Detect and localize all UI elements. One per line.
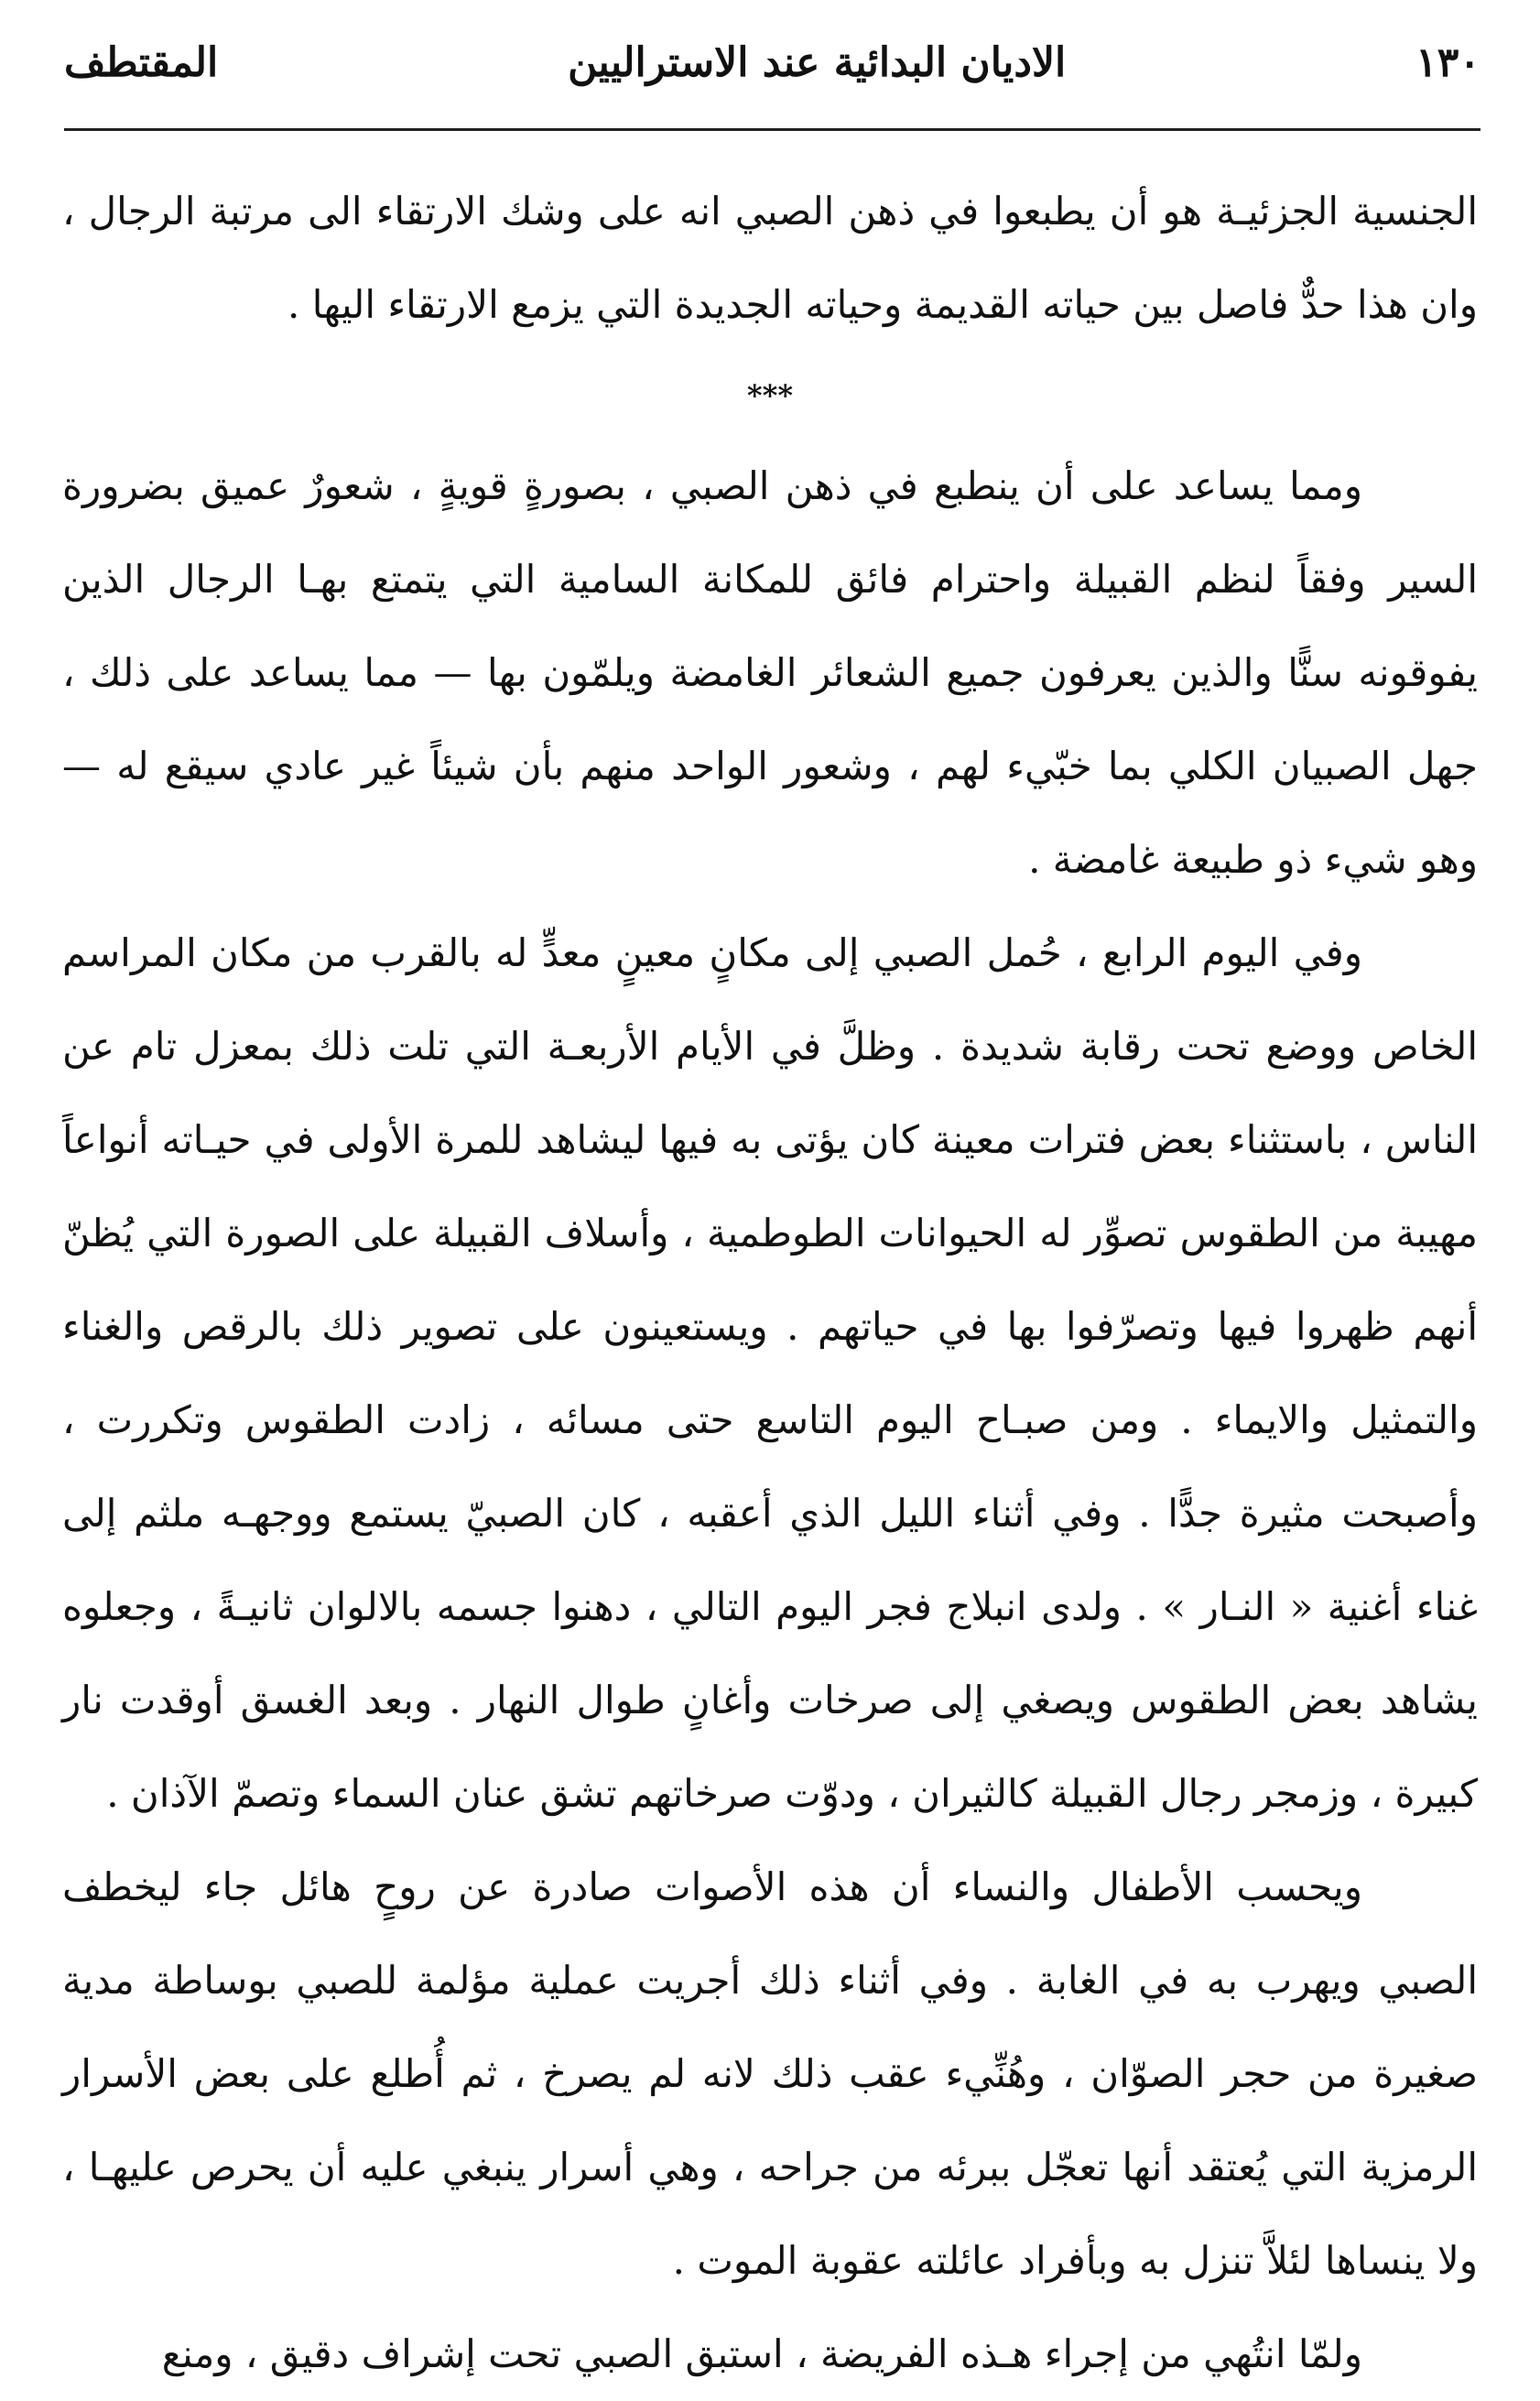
paragraph-continuation: الجنسية الجزئيـة هو أن يطبعوا في ذهن الصبي انه على وشك الارتقاء الى مرتبة الرجال ، وان هذا حدٌّ فاصل بين حياته القديمة وحياته الجديدة التي يزمع الارتقاء اليها . [62, 189, 1478, 327]
section-separator: *** [746, 378, 794, 413]
article-body [62, 165, 1478, 2401]
paragraph-spirit-and-rites: ويحسب الأطفال والنساء أن هذه الأصوات صادرة عن روحٍ هائل جاء ليخطف الصبي ويهرب به في الغابة . وفي أثناء ذلك أجريت عملية مؤلمة للصبي بوساطة مدية صغيرة من حجر الصوّان ، وهُنِّيء عقب ذلك لانه لم يصرخ ، ثم أُطلع على بعض الأسرار الرمزية التي يُعتقد أنها تعجّل ببرئه من جراحه ، وهي أسرار ينبغي عليه أن يحرص عليهـا ، ولا ينساها لئلاَّ تنزل به وبأفراد عائلته عقوبة الموت . [62, 1864, 1478, 2283]
page-number: ١٣٠ [1415, 38, 1480, 86]
paragraph-social-order: ومما يساعد على أن ينطبع في ذهن الصبي ، بصورةٍ قويةٍ ، شعورٌ عميق بضرورة السير وفقاً لنظم القبيلة واحترام فائق للمكانة السامية التي يتمتع بهـا الرجال الذين يفوقونه سنًّا والذين يعرفون جميع الشعائر الغامضة ويلمّون بها — مما يساعد على ذلك ، جهل الصبيان الكلي بما خبّيء لهم ، وشعور الواحد منهم بأن شيئاً غير عادي سيقع له — وهو شيء ذو طبيعة غامضة . [62, 463, 1478, 882]
journal-name: المقتطف [64, 38, 219, 86]
running-header [64, 29, 1480, 95]
paragraph-final-line: ولمّا انتُهي من إجراء هـذه الفريضة ، استبق الصبي تحت إشراف دقيق ، ومنع [161, 2331, 1362, 2376]
paragraph-fourth-day: وفي اليوم الرابع ، حُمل الصبي إلى مكانٍ معينٍ معدٍّ له بالقرب من مكان المراسم الخاص ووضع تحت رقابة شديدة . وظلَّ في الأيام الأربعـة التي تلت ذلك بمعزل تام عن الناس ، باستثناء بعض فترات معينة كان يؤتى به فيها ليشاهد للمرة الأولى في حيـاته أنواعاً مهيبة من الطقوس تصوِّر له الحيوانات الطوطمية ، وأسلاف القبيلة على الصورة التي يُظنّ أنهم ظهروا فيها وتصرّفوا بها في حياتهم . ويستعينون على تصوير ذلك بالرقص والغناء والتمثيل والايماء . ومن صبـاح اليوم التاسع حتى مسائه ، زادت الطقوس وتكررت ، وأصبحت مثيرة جدًّا . وفي أثناء الليل الذي أعقبه ، كان الصبيّ يستمع ووجهـه ملثم إلى غناء أغنية « النـار » . ولدى انبلاج فجر اليوم التالي ، دهنوا جسمه بالالوان ثانيـةً ، وجعلوه يشاهد بعض الطقوس ويصغي إلى صرخات وأغانٍ طوال النهار . وبعد الغسق أوقدت نار كبيرة ، وزمجر رجال القبيلة كالثيران ، ودوّت صرخاتهم تشق عنان السماء وتصمّ الآذان . [62, 930, 1478, 1816]
article-title: الاديان البدائية عند الاستراليين [568, 38, 1067, 86]
header-divider [64, 128, 1480, 131]
